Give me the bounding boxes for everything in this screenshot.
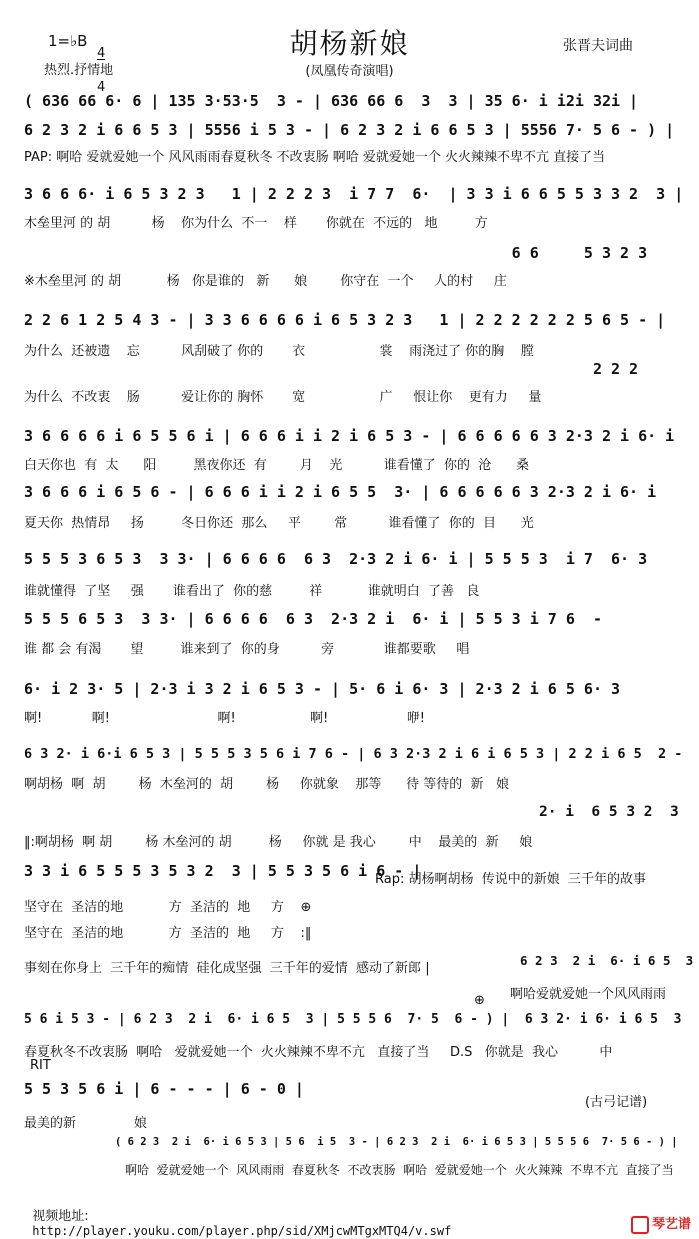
logo-text: 琴艺谱 bbox=[651, 1217, 691, 1232]
key-signature: 1=♭B bbox=[48, 32, 88, 50]
meter-top: 4 bbox=[97, 46, 106, 61]
notation-line: ( 636 66 6· 6 | 135 3·53·5 3 - | 636 66 6 3 3 | 35 6· i i2i 32i | bbox=[24, 92, 639, 110]
lyric-line: 坚守在 圣洁的地 方 圣洁的 地 方 :‖ bbox=[24, 926, 312, 941]
lyric-line: 啊胡杨 啊 胡 杨 木垒河的 胡 杨 你就象 那等 待 等待的 新 娘 bbox=[24, 777, 509, 792]
singer-credit: (凤凰传奇演唱) bbox=[305, 64, 394, 79]
lyric-line: ※木垒里河 的 胡 杨 你是谁的 新 娘 你守在 一个 人的村 庄 bbox=[24, 274, 507, 289]
notation-line: 6 2 3 2 i 6· i 6 5 3 bbox=[520, 953, 694, 968]
notation-line: 2 2 6 1 2 5 4 3 - | 3 3 6 6 6 6 i 6 5 3 2 3 1 | 2 2 2 2 2 2 5 6 5 - | bbox=[24, 311, 666, 329]
meter-bottom: 4 bbox=[97, 80, 106, 95]
lyric-line: 啊哈爱就爱她一个风风雨雨 bbox=[510, 987, 667, 1002]
tempo-mood: 热烈.抒情地 bbox=[44, 63, 114, 78]
lyric-line: 谁就懂得 了坚 强 谁看出了 你的慈 祥 谁就明白 了善 良 bbox=[24, 584, 480, 599]
lyric-line: 木垒里河 的 胡 杨 你为什么 不一 样 你就在 不远的 地 方 bbox=[24, 216, 488, 231]
score-text: RIT bbox=[30, 1058, 51, 1073]
site-logo bbox=[622, 1198, 691, 1234]
lyric-line: PAP: 啊哈 爱就爱她一个 风风雨雨春夏秋冬 不改衷肠 啊哈 爱就爱她一个 火火辣辣不卑不亢 直接了当 bbox=[24, 150, 606, 165]
notation-line: 5 6 i 5 3 - | 6 2 3 2 i 6· i 6 5 3 | 5 5 5 6 7· 5 6 - ) | 6 3 2· i 6· i 6 5 3 bbox=[24, 1012, 682, 1027]
score-text: ⊕ bbox=[474, 993, 485, 1008]
lyric-line: 为什么 还被遗 忘 风刮破了 你的 衣 裳 雨浇过了 你的胸 膛 bbox=[24, 344, 534, 359]
notation-line: 6· i 2 3· 5 | 2·3 i 3 2 i 6 5 3 - | 5· 6 i 6· 3 | 2·3 2 i 6 5 6· 3 bbox=[24, 680, 621, 698]
notation-line: 3 6 6 6· i 6 5 3 2 3 1 | 2 2 2 3 i 7 7 6· | 3 3 i 6 6 5 5 3 3 2 3 | bbox=[24, 185, 684, 203]
lyric-line: 夏天你 热情昂 扬 冬日你还 那么 平 常 谁看懂了 你的 目 光 bbox=[24, 516, 534, 531]
composer-credit: 张晋夫词曲 bbox=[563, 38, 633, 54]
notation-line: 5 5 3 5 6 i | 6 - - - | 6 - 0 | bbox=[24, 1080, 304, 1098]
notation-line: 6 3 2· i 6·i 6 5 3 | 5 5 5 3 5 6 i 7 6 - | 6 3 2·3 2 i 6 i 6 5 3 | 2 2 i 6 5 2 - bbox=[24, 746, 683, 762]
lyric-line: 啊! 啊! 啊! 啊! 咿! bbox=[24, 711, 425, 726]
page-title: 胡杨新娘 bbox=[289, 27, 410, 60]
notation-line: 5 5 5 3 6 5 3 3 3· | 6 6 6 6 6 3 2·3 2 i 6· i | 5 5 5 3 i 7 6· 3 bbox=[24, 550, 648, 568]
notation-line: 6 2 3 2 i 6 6 5 3 | 5556 i 5 3 - | 6 2 3 2 i 6 6 5 3 | 5556 7· 5 6 - ) | bbox=[24, 121, 675, 139]
lyric-line: 谁 都 会 有渴 望 谁来到了 你的身 旁 谁都要歌 唱 bbox=[24, 642, 470, 657]
video-link-row bbox=[24, 1190, 451, 1239]
score-text: (古弓记谱) bbox=[585, 1095, 648, 1110]
lyric-line: 最美的新 娘 bbox=[24, 1116, 147, 1131]
notation-line: 3 6 6 6 6 i 6 5 5 6 i | 6 6 6 i i 2 i 6 5 3 - | 6 6 6 6 6 3 2·3 2 i 6· i bbox=[24, 427, 675, 445]
notation-line: 3 3 i 6 5 5 5 3 5 3 2 3 | 5 5 3 5 6 i 6 - | bbox=[24, 862, 422, 880]
score-text: Rap: 胡杨啊胡杨 传说中的新娘 三千年的故事 bbox=[375, 872, 647, 887]
notation-line: 6 6 5 3 2 3 bbox=[24, 244, 648, 262]
lyric-line: 白天你也 有 太 阳 黑夜你还 有 月 光 谁看懂了 你的 沧 桑 bbox=[24, 458, 530, 473]
lyric-line: 春夏秋冬不改衷肠 啊哈 爱就爱她一个 火火辣辣不卑不亢 直接了当 D.S 你就是 我心 中 bbox=[24, 1045, 613, 1060]
lyric-line: 坚守在 圣洁的地 方 圣洁的 地 方 ⊕ bbox=[24, 900, 312, 915]
video-url[interactable]: http://player.youku.com/player.php/sid/XMjcwMTgxMTQ4/v.swf bbox=[32, 1224, 452, 1238]
lyric-line: ‖:啊胡杨 啊 胡 杨 木垒河的 胡 杨 你就 是 我心 中 最美的 新 娘 bbox=[24, 835, 533, 850]
score-text: 事刻在你身上 三千年的痴情 硅化成坚强 三千年的爱情 感动了新郎 | bbox=[24, 961, 430, 976]
video-label: 视频地址: bbox=[32, 1209, 89, 1224]
notation-line: 2 2 2 bbox=[24, 360, 639, 378]
notation-line: 5 5 5 6 5 3 3 3· | 6 6 6 6 6 3 2·3 2 i 6· i | 5 5 3 i 7 6 - bbox=[24, 610, 602, 628]
notation-line: 3 6 6 6 i 6 5 6 - | 6 6 6 i i 2 i 6 5 5 3· | 6 6 6 6 6 3 2·3 2 i 6· i bbox=[24, 483, 657, 501]
lyric-line: 啊哈 爱就爱她一个 风风雨雨 春夏秋冬 不改衷肠 啊哈 爱就爱她一个 火火辣辣 不卑不亢 直接了当 bbox=[125, 1163, 674, 1177]
notation-line: 2· i 6 5 3 2 3 bbox=[24, 804, 679, 820]
notation-line: ( 6 2 3 2 i 6· i 6 5 3 | 5 6 i 5 3 - | 6 2 3 2 i 6· i 6 5 3 | 5 5 5 6 7· 5 6 - ) | bbox=[115, 1136, 678, 1148]
lyric-line: 为什么 不改衷 肠 爱让你的 胸怀 宽 广 恨让你 更有力 量 bbox=[24, 390, 542, 405]
